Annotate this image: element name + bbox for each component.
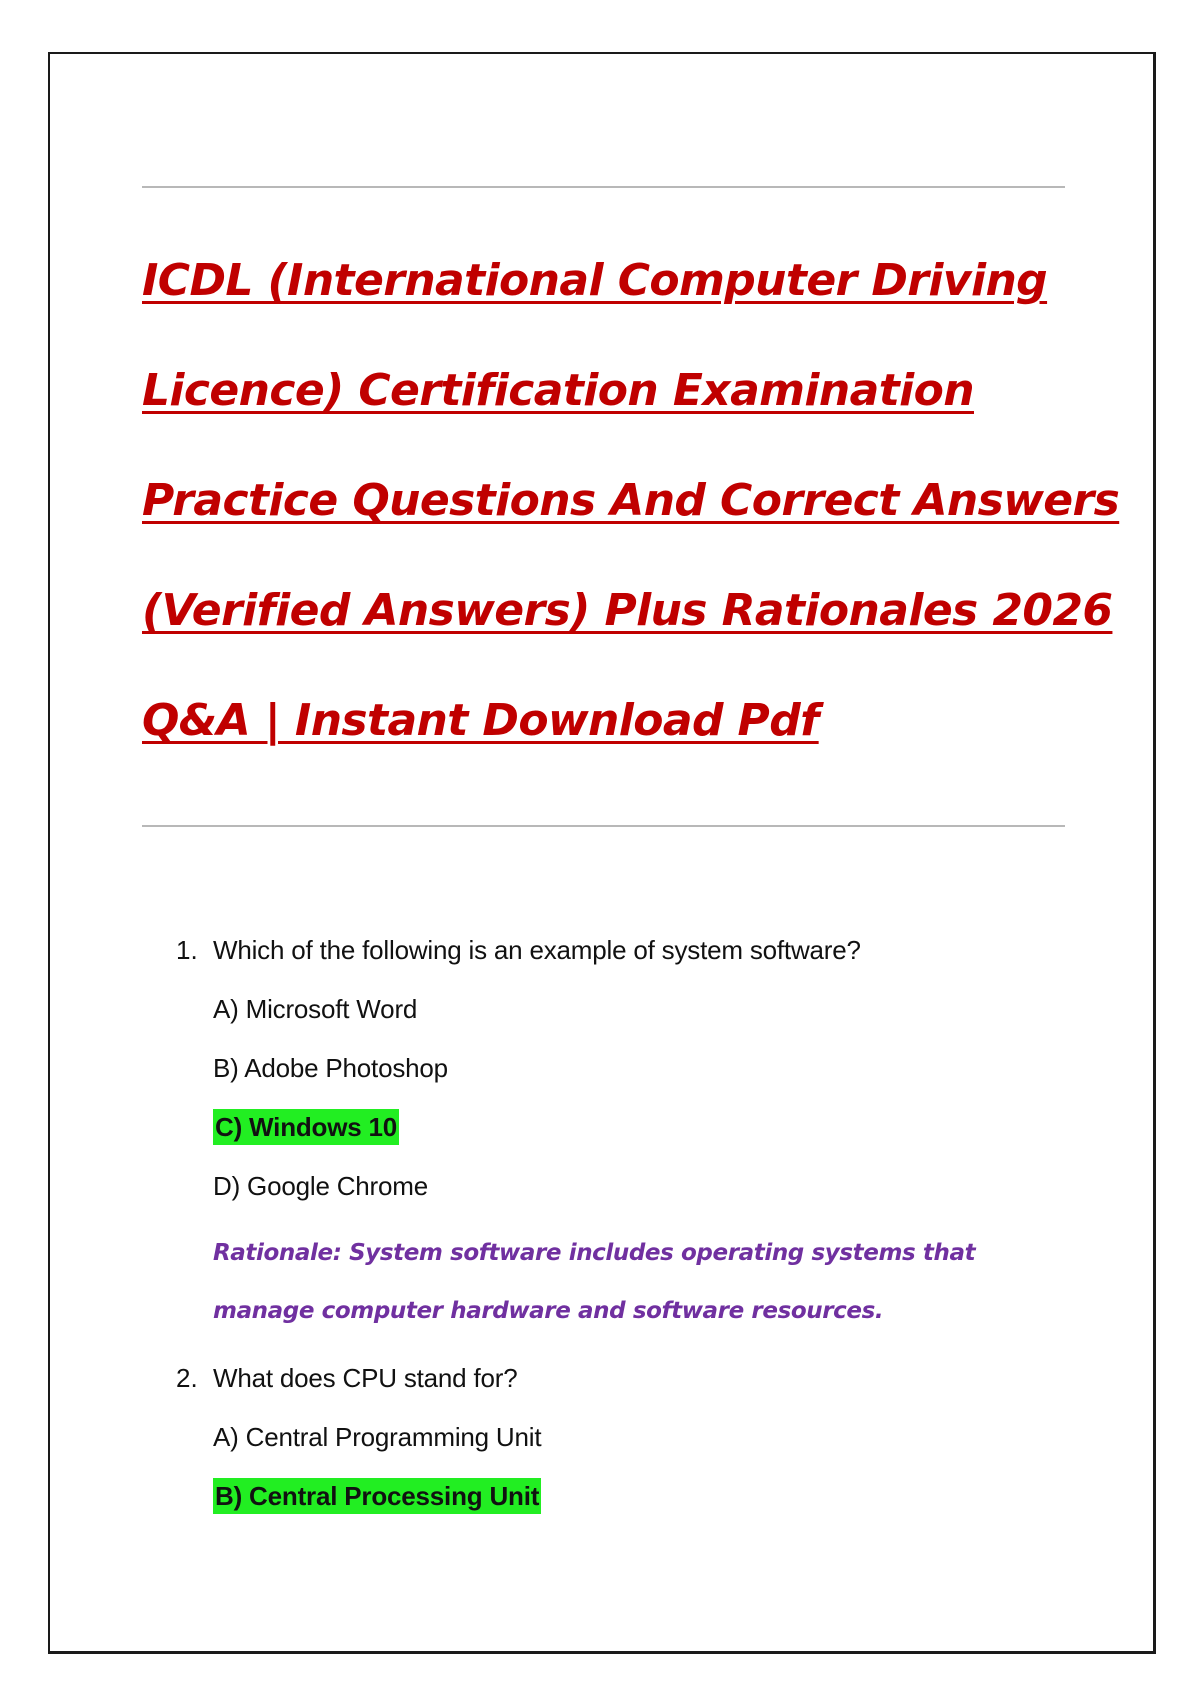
title-line-1: ICDL (International Computer Driving: [142, 255, 1048, 306]
option-label: B) Adobe Photoshop: [213, 1053, 448, 1083]
title-line-2: Licence) Certification Examination: [142, 365, 974, 416]
option-label: A) Central Programming Unit: [213, 1422, 542, 1452]
option-b-correct: [213, 1476, 1076, 1516]
title-line-5: Q&A | Instant Download Pdf: [142, 695, 819, 746]
rationale-text: Rationale: System software includes operating systems that manage computer hardware and software resources.: [213, 1240, 976, 1324]
bottom-divider: [142, 825, 1065, 827]
top-divider: [142, 186, 1065, 188]
option-b: [213, 1048, 1076, 1088]
question-1: [176, 930, 1076, 1340]
title-line-3: Practice Questions And Correct Answers: [142, 475, 1120, 526]
document-title: [142, 226, 1120, 776]
option-c-correct: [213, 1107, 1076, 1147]
option-label: A) Microsoft Word: [213, 994, 418, 1024]
correct-answer-highlight: C) Windows 10: [213, 1109, 399, 1145]
option-label: D) Google Chrome: [213, 1171, 428, 1201]
question-text: What does CPU stand for?: [213, 1363, 518, 1393]
title-line-4: (Verified Answers) Plus Rationales 2026: [142, 585, 1113, 636]
question-2: [176, 1358, 1076, 1516]
question-number: 2.: [176, 1363, 198, 1393]
question-list: [176, 930, 1076, 1516]
option-a: [213, 989, 1076, 1029]
option-d: [213, 1166, 1076, 1206]
option-a: [213, 1417, 1076, 1457]
question-number: 1.: [176, 935, 198, 965]
question-text: Which of the following is an example of system software?: [213, 935, 861, 965]
correct-answer-highlight: B) Central Processing Unit: [213, 1478, 541, 1514]
